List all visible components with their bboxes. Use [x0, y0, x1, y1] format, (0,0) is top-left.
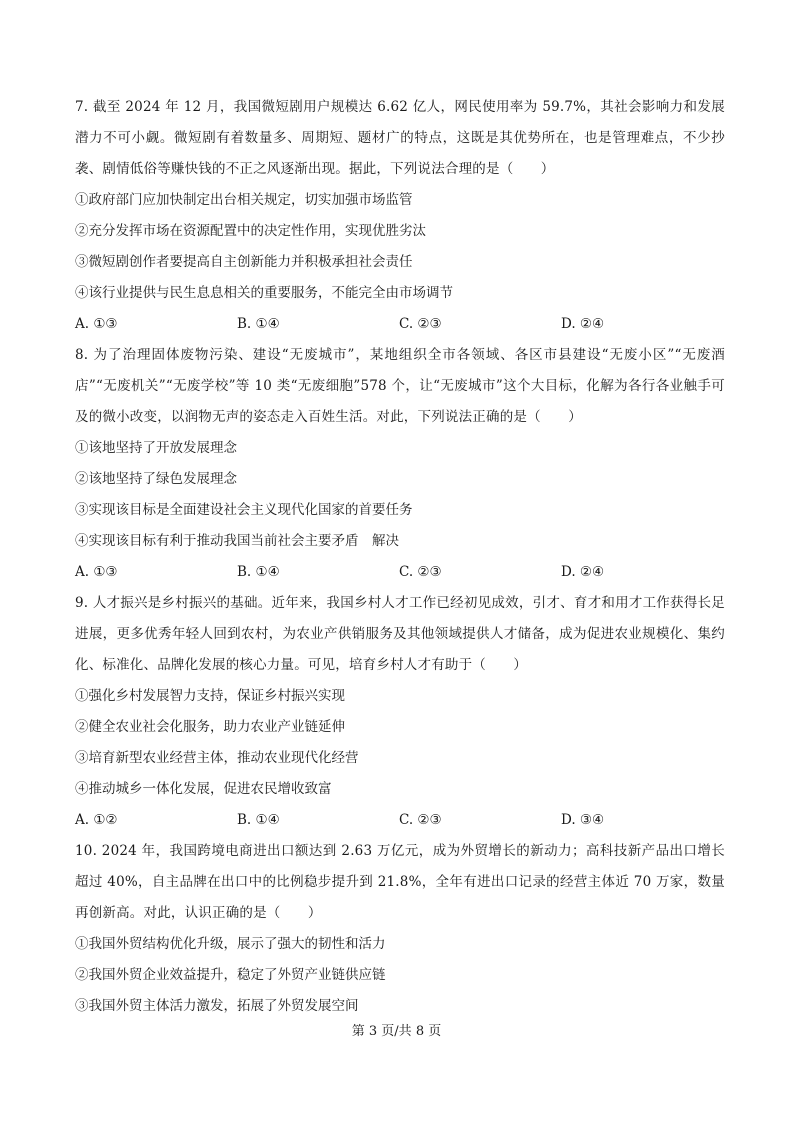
choice-c: C. ②③: [399, 812, 442, 828]
option-1: ①我国外贸结构优化升级，展示了强大的韧性和活力: [75, 936, 386, 952]
option-3: ③培育新型农业经营主体，推动农业现代化经营: [75, 750, 359, 766]
answer-choices: [75, 309, 725, 340]
option-1: ①强化乡村发展智力支持，保证乡村振兴实现: [75, 688, 345, 704]
option-1: ①政府部门应加快制定出台相关规定，切实加强市场监管: [75, 192, 413, 208]
option-2: ②充分发挥市场在资源配置中的决定性作用，实现优胜劣汰: [75, 223, 426, 239]
option-3: ③实现该目标是全面建设社会主义现代化国家的首要任务: [75, 502, 413, 518]
question-stem: 7. 截至 2024 年 12 月，我国微短剧用户规模达 6.62 亿人，网民使用率为 59.7%，其社会影响力和发展潜力不可小觑。微短剧有着数量多、周期短、题材广的特点，这既是其优势所在，也是管理难点，不少抄袭、剧情低俗等赚快钱的不正之风逐渐出现。据此，下列说法合理的是（ ）: [75, 99, 725, 177]
choice-b: B. ①④: [237, 812, 280, 828]
question-stem: 10. 2024 年，我国跨境电商进出口额达到 2.63 万亿元，成为外贸增长的新动力；高科技新产品出口增长超过 40%，自主品牌在出口中的比例稳步提升到 21.8%，全年有进出口记录的经营主体近 70 万家，数量再创新高。对此，认识正确的是（ ）: [75, 843, 725, 921]
choice-d: D. ②④: [561, 564, 605, 580]
question-stem: 8. 为了治理固体废物污染、建设“无废城市”，某地组织全市各领域、各区市县建设“无废小区”“无废酒店”“无废机关”“无废学校”等 10 类“无废细胞”578 个，让“无废城市”这个大目标，化解为各行各业触手可及的微小改变，以润物无声的姿态走入百姓生活。对此，下列说法正确的是（ ）: [75, 347, 725, 425]
option-1: ①该地坚持了开放发展理念: [75, 440, 237, 456]
option-4: ④实现该目标有利于推动我国当前社会主要矛盾 解决: [75, 533, 399, 549]
option-3: ③微短剧创作者要提高自主创新能力并积极承担社会责任: [75, 254, 413, 270]
question-10: [75, 836, 725, 1022]
choice-a: A. ①③: [75, 316, 118, 332]
choice-d: D. ③④: [561, 812, 605, 828]
choice-b: B. ①④: [237, 316, 280, 332]
question-stem: 9. 人才振兴是乡村振兴的基础。近年来，我国乡村人才工作已经初见成效，引才、育才和用才工作获得长足进展，更多优秀年轻人回到农村，为农业产供销服务及其他领域提供人才储备，成为促进农业规模化、集约化、标准化、品牌化发展的核心力量。可见，培育乡村人才有助于（ ）: [75, 595, 725, 673]
exam-page: [75, 92, 725, 1022]
choice-b: B. ①④: [237, 564, 280, 580]
page-number: 第 3 页/共 8 页: [351, 1024, 442, 1039]
choice-a: A. ①③: [75, 564, 118, 580]
choice-d: D. ②④: [561, 316, 605, 332]
option-2: ②健全农业社会化服务，助力农业产业链延伸: [75, 719, 345, 735]
option-4: ④该行业提供与民生息息相关的重要服务，不能完全由市场调节: [75, 285, 453, 301]
question-7: [75, 92, 725, 340]
question-9: [75, 588, 725, 836]
choice-c: C. ②③: [399, 316, 442, 332]
option-3: ③我国外贸主体活力激发，拓展了外贸发展空间: [75, 998, 359, 1014]
answer-choices: [75, 557, 725, 588]
question-8: [75, 340, 725, 588]
choice-c: C. ②③: [399, 564, 442, 580]
option-4: ④推动城乡一体化发展，促进农民增收致富: [75, 781, 332, 797]
answer-choices: [75, 805, 725, 836]
option-2: ②该地坚持了绿色发展理念: [75, 471, 237, 487]
choice-a: A. ①②: [75, 812, 118, 828]
option-2: ②我国外贸企业效益提升，稳定了外贸产业链供应链: [75, 967, 386, 983]
